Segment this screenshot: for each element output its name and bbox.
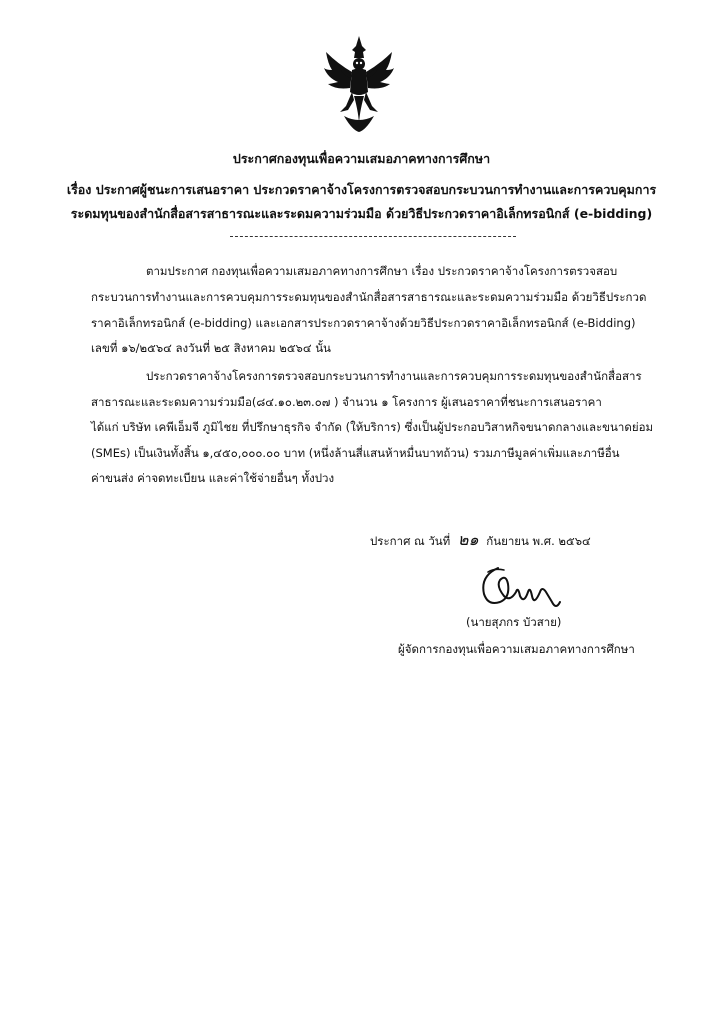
- paragraph-2-line: (SMEs) เป็นเงินทั้งสิ้น ๑,๔๕๐,๐๐๐.๐๐ บาท (หนึ่งล้านสี่แสนห้าหมื่นบาทถ้วน) รวมภาษีมูลค่าเพิ่มและภาษีอื่น: [91, 446, 620, 460]
- signatory-name: (นายสุภกร บัวสาย): [466, 615, 562, 629]
- paragraph-2-line: ประกวดราคาจ้างโครงการตรวจสอบกระบวนการทำงานและการควบคุมการระดมทุนของสำนักสื่อสาร: [146, 369, 642, 383]
- announcement-date: [370, 528, 591, 553]
- document-title: ประกาศกองทุนเพื่อความเสมอภาคทางการศึกษา: [232, 151, 491, 166]
- subject-line-1: เรื่อง ประกาศผู้ชนะการเสนอราคา ประกวดราคาจ้างโครงการตรวจสอบกระบวนการทำงานและการควบคุมการ: [66, 182, 657, 197]
- paragraph-2-line: ค่าขนส่ง ค่าจดทะเบียน และค่าใช้จ่ายอื่นๆ ทั้งปวง: [91, 471, 335, 485]
- paragraph-2-line: สาธารณะและระดมความร่วมมือ(๘๔.๑๐.๒๓.๐๗ ) จำนวน ๑ โครงการ ผู้เสนอราคาที่ชนะการเสนอราคา: [91, 395, 602, 409]
- paragraph-1-line: เลขที่ ๑๖/๒๕๖๔ ลงวันที่ ๒๕ สิงหาคม ๒๕๖๔ นั้น: [91, 341, 331, 355]
- paragraph-2-line: ได้แก่ บริษัท เคพีเอ็มจี ภูมิไชย ที่ปรึกษาธุรกิจ จำกัด (ให้บริการ) ซึ่งเป็นผู้ประกอบวิสาหกิจขนาดกลางและขนาดย่อม: [91, 420, 654, 434]
- subject-line-2: ระดมทุนของสำนักสื่อสารสาธารณะและระดมความร่วมมือ ด้วยวิธีประกวดราคาอิเล็กทรอนิกส์ (e-bidding): [70, 206, 653, 221]
- paragraph-1-line: ตามประกาศ กองทุนเพื่อความเสมอภาคทางการศึกษา เรื่อง ประกวดราคาจ้างโครงการตรวจสอบ: [146, 264, 618, 278]
- announcement-date-suffix: กันยายน พ.ศ. ๒๕๖๔: [486, 534, 591, 548]
- paragraph-1-line: ราคาอิเล็กทรอนิกส์ (e-bidding) และเอกสารประกวดราคาจ้างด้วยวิธีประกวดราคาอิเล็กทรอนิกส์ (e-Bidding): [91, 316, 636, 330]
- handwritten-signature: [470, 562, 570, 614]
- handwritten-day: ๒๑: [457, 530, 479, 549]
- garuda-emblem-icon: [322, 34, 396, 134]
- paragraph-1-line: กระบวนการทำงานและการควบคุมการระดมทุนของสำนักสื่อสารสาธารณะและระดมความร่วมมือ ด้วยวิธีประกวด: [91, 290, 647, 304]
- announcement-date-prefix: ประกาศ ณ วันที่: [370, 534, 451, 548]
- dashed-divider: [230, 236, 516, 237]
- signatory-position: ผู้จัดการกองทุนเพื่อความเสมอภาคทางการศึกษา: [398, 642, 635, 656]
